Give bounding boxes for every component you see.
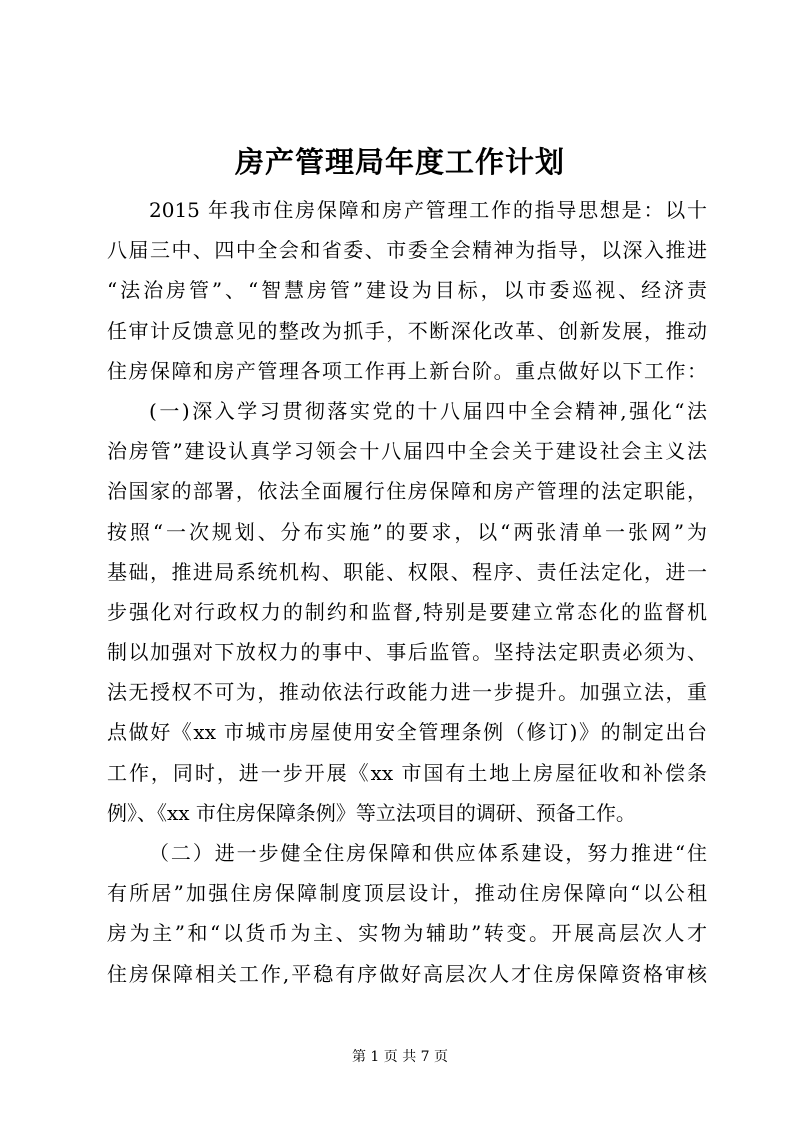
body-line: “法治房管”、“智慧房管”建设为目标，以市委巡视、经济责	[107, 278, 707, 303]
body-line: 例》、《xx 市住房保障条例》等立法项目的调研、预备工作。	[107, 800, 636, 825]
body-line: (一)深入学习贯彻落实党的十八届四中全会精神,强化“法	[149, 398, 707, 423]
page-number-footer: 第 1 页 共 7 页	[351, 1049, 449, 1065]
body-line: 治国家的部署，依法全面履行住房保障和房产管理的法定职能，	[107, 479, 707, 504]
body-line: 步强化对行政权力的制约和监督,特别是要建立常态化的监督机	[107, 599, 707, 624]
body-line: 有所居”加强住房保障制度顶层设计，推动住房保障向“以公租	[107, 881, 707, 906]
body-line: （二）进一步健全住房保障和供应体系建设，努力推进“住	[149, 841, 707, 865]
body-line: 住房保障相关工作,平稳有序做好高层次人才住房保障资格审核	[107, 961, 707, 986]
body-line: 住房保障和房产管理各项工作再上新台阶。重点做好以下工作：	[107, 358, 707, 383]
body-line: 2015 年我市住房保障和房产管理工作的指导思想是：以十	[149, 198, 707, 222]
body-line: 法无授权不可为，推动依法行政能力进一步提升。加强立法，重	[107, 680, 707, 705]
body-line: 八届三中、四中全会和省委、市委全会精神为指导，以深入推进	[107, 238, 707, 263]
document-body	[107, 190, 707, 994]
body-line: 点做好《xx 市城市房屋使用安全管理条例（修订)》的制定出台	[107, 720, 707, 745]
body-line: 治房管”建设认真学习领会十八届四中全会关于建设社会主义法	[107, 439, 707, 464]
body-line: 按照“一次规划、分布实施”的要求，以“两张清单一张网”为	[107, 519, 707, 544]
body-line: 制以加强对下放权力的事中、事后监管。坚持法定职责必须为、	[107, 640, 707, 665]
document-title: 房产管理局年度工作计划	[234, 145, 565, 179]
body-line: 任审计反馈意见的整改为抓手，不断深化改革、创新发展，推动	[107, 318, 707, 343]
body-line: 工作，同时，进一步开展《xx 市国有土地上房屋征收和补偿条	[107, 760, 707, 785]
body-line: 房为主”和“以货币为主、实物为辅助”转变。开展高层次人才	[107, 921, 707, 946]
body-line: 基础，推进局系统机构、职能、权限、程序、责任法定化，进一	[107, 559, 707, 584]
